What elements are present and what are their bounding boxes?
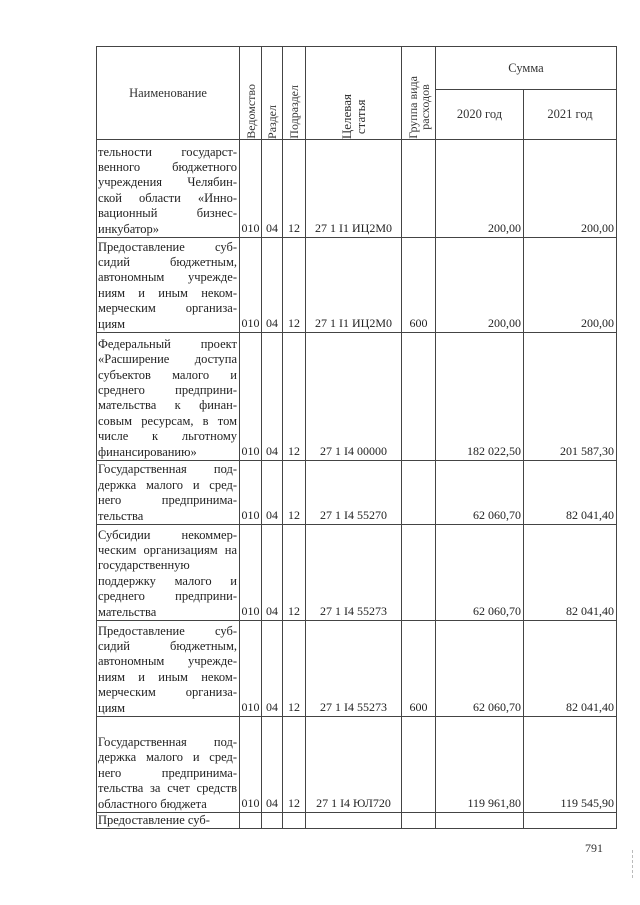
row-section: 04	[262, 333, 283, 461]
row-sum-2021: 82 041,40	[524, 621, 617, 717]
row-name: Субсидии некоммер-ческим организациям на государственную поддержку малого и среднего предприни-мательства	[97, 525, 240, 621]
row-subsection: 12	[283, 238, 306, 333]
table-row	[97, 621, 617, 717]
row-section: 04	[262, 621, 283, 717]
row-dept: 010	[240, 461, 262, 525]
table-row	[97, 140, 617, 238]
row-subsection: 12	[283, 717, 306, 813]
row-sum-2021: 200,00	[524, 140, 617, 238]
row-dept: 010	[240, 525, 262, 621]
row-target: 27 1 I4 55270	[306, 461, 402, 525]
row-target: 27 1 I4 55273	[306, 621, 402, 717]
page-number: 791	[585, 841, 603, 855]
budget-table-page	[96, 46, 616, 829]
row-section: 04	[262, 461, 283, 525]
row-name: Государственная под-держка малого и сред-него предпринима-тельства	[97, 461, 240, 525]
scan-edge-mark	[632, 850, 634, 878]
target-header-line1: Целевая	[338, 93, 354, 139]
row-section: 04	[262, 140, 283, 238]
column-header-2020: 2020 год	[436, 90, 524, 140]
table-row	[97, 717, 617, 813]
table-row	[97, 525, 617, 621]
row-sum-2021: 82 041,40	[524, 525, 617, 621]
row-dept: 010	[240, 140, 262, 238]
column-header-target	[306, 47, 402, 140]
row-dept: 010	[240, 621, 262, 717]
group-header-line1: Группа вида	[405, 76, 420, 139]
row-subsection: 12	[283, 525, 306, 621]
row-target: 27 1 I1 ИЦ2М0	[306, 238, 402, 333]
column-header-dept: Ведомство	[240, 47, 262, 140]
row-section: 04	[262, 717, 283, 813]
row-sum-2021: 200,00	[524, 238, 617, 333]
column-header-group	[402, 47, 436, 140]
row-section: 04	[262, 525, 283, 621]
row-sum-2020: 200,00	[436, 140, 524, 238]
row-target: 27 1 I4 00000	[306, 333, 402, 461]
row-sum-2020: 62 060,70	[436, 461, 524, 525]
column-header-sum: Сумма	[436, 47, 617, 90]
row-subsection: 12	[283, 333, 306, 461]
budget-table	[96, 46, 617, 829]
table-row-cut	[97, 813, 617, 829]
row-subsection: 12	[283, 461, 306, 525]
row-group: 600	[402, 238, 436, 333]
row-name: Предоставление суб-	[97, 813, 240, 829]
row-name: Предоставление суб-сидий бюджетным, автономным учрежде-ниям и иным неком-мерческим организа-циям	[97, 621, 240, 717]
row-name: Предоставление суб-сидий бюджетным, автономным учрежде-ниям и иным неком-мерческим организа-циям	[97, 238, 240, 333]
row-group	[402, 333, 436, 461]
table-row	[97, 461, 617, 525]
row-dept: 010	[240, 238, 262, 333]
row-target: 27 1 I4 55273	[306, 525, 402, 621]
row-group	[402, 717, 436, 813]
table-row	[97, 333, 617, 461]
row-section: 04	[262, 238, 283, 333]
row-sum-2020: 182 022,50	[436, 333, 524, 461]
row-sum-2020: 62 060,70	[436, 525, 524, 621]
row-group	[402, 140, 436, 238]
row-sum-2021: 201 587,30	[524, 333, 617, 461]
column-header-subsection: Подраздел	[283, 47, 306, 140]
row-name: Государственная под-держка малого и сред-него предпринима-тельства за счет средств областного бюджета	[97, 717, 240, 813]
column-header-section: Раздел	[262, 47, 283, 140]
table-header	[97, 47, 617, 140]
row-sum-2021: 82 041,40	[524, 461, 617, 525]
row-group: 600	[402, 621, 436, 717]
row-group	[402, 525, 436, 621]
row-group	[402, 461, 436, 525]
table-body	[97, 140, 617, 829]
row-subsection: 12	[283, 140, 306, 238]
row-sum-2021: 119 545,90	[524, 717, 617, 813]
row-sum-2020: 62 060,70	[436, 621, 524, 717]
row-name: Федеральный проект «Расширение доступа субъектов малого и среднего предприни-мательства к финан-совым ресурсам, в том числе к льготному финансированию»	[97, 333, 240, 461]
column-header-name: Наименование	[97, 47, 240, 140]
table-row	[97, 238, 617, 333]
row-target: 27 1 I1 ИЦ2М0	[306, 140, 402, 238]
row-target: 27 1 I4 ЮЛ720	[306, 717, 402, 813]
group-header-line2: расходов	[417, 84, 432, 131]
column-header-2021: 2021 год	[524, 90, 617, 140]
row-dept: 010	[240, 717, 262, 813]
row-subsection: 12	[283, 621, 306, 717]
row-sum-2020: 200,00	[436, 238, 524, 333]
row-dept: 010	[240, 333, 262, 461]
target-header-line2: статья	[352, 99, 368, 134]
row-sum-2020: 119 961,80	[436, 717, 524, 813]
row-name: тельности государст-венного бюджетного учреждения Челябин-ской области «Инно-вационный бизнес-инкубатор»	[97, 140, 240, 238]
